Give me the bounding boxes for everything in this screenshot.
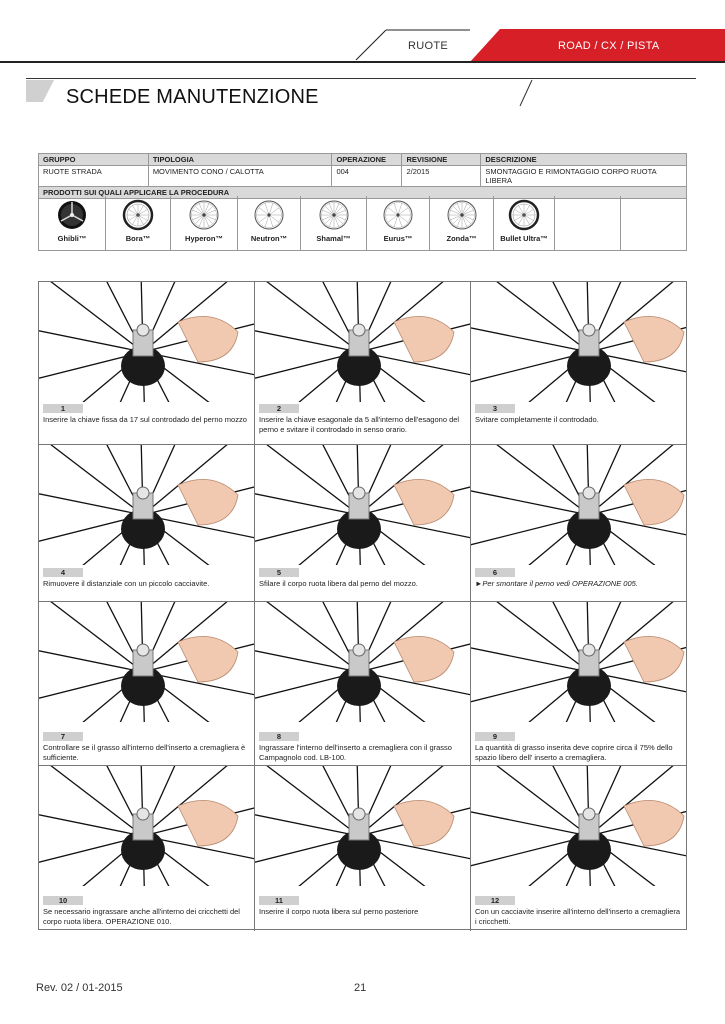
step-card (39, 445, 255, 602)
step-photo (255, 766, 470, 886)
step-photo (471, 282, 686, 402)
hub-illustration-icon (39, 445, 254, 565)
step-photo (39, 766, 254, 886)
value-operazione: 004 (332, 166, 402, 187)
step-card (255, 602, 471, 766)
spoked-wheel-icon (188, 199, 220, 231)
title-rule (26, 78, 696, 79)
step-description: Ingrassare l'interno dell'inserto a cremagliera con il grasso Campagnolo cod. LB-100. (259, 743, 452, 762)
hub-illustration-icon (255, 602, 470, 722)
step-description: Sfilare il corpo ruota libera dal perno del mozzo. (259, 579, 418, 588)
spoked-wheel-icon (382, 199, 414, 231)
hub-illustration-icon (39, 602, 254, 722)
product-name: Bora™ (125, 234, 151, 243)
hub-illustration-icon (471, 445, 686, 565)
section-label: RUOTE (408, 40, 448, 52)
disc-wheel-icon (56, 199, 88, 231)
product-name: Eurus™ (383, 234, 413, 243)
hub-illustration-icon (255, 766, 470, 886)
step-description: Inserire il corpo ruota libera sul perno posteriore (259, 907, 419, 916)
step-description: Inserire la chiave esagonale da 5 all'interno dell'esagono del perno e svitare il controdado in senso orario. (259, 415, 460, 434)
product-cell (621, 196, 686, 251)
product-cell (171, 196, 238, 251)
spoked-wheel-icon (446, 199, 478, 231)
product-name: Shamal™ (316, 234, 351, 243)
step-card (255, 282, 471, 445)
step-description: Se necessario ingrassare anche all'interno dei cricchetti del corpo ruota libera. OPERAZIONE 010. (43, 907, 240, 926)
step-card (39, 766, 255, 931)
hub-illustration-icon (471, 602, 686, 722)
step-description: Con un cacciavite inserire all'interno dell'inserto a cremagliera i cricchetti. (475, 907, 681, 926)
step-card (255, 766, 471, 931)
value-tipologia: MOVIMENTO CONO / CALOTTA (148, 166, 332, 187)
info-table (38, 153, 687, 199)
product-cell (39, 196, 106, 251)
header-revisione: REVISIONE (402, 154, 481, 166)
step-description: La quantità di grasso inserita deve coprire circa il 75% dello spazio libero dell' inserto a cremagliera. (475, 743, 673, 762)
step-number: 7 (43, 732, 83, 741)
step-photo (471, 445, 686, 565)
header-tipologia: TIPOLOGIA (148, 154, 332, 166)
step-card (471, 766, 686, 931)
step-number: 12 (475, 896, 515, 905)
step-number: 9 (475, 732, 515, 741)
step-number: 11 (259, 896, 299, 905)
header-descrizione: DESCRIZIONE (481, 154, 687, 166)
product-cell (301, 196, 367, 251)
step-photo (255, 445, 470, 565)
step-card (471, 602, 686, 766)
page-header (0, 0, 725, 64)
step-number: 8 (259, 732, 299, 741)
value-descrizione: SMONTAGGIO E RIMONTAGGIO CORPO RUOTA LIBERA (481, 166, 687, 187)
header-rule (0, 61, 725, 63)
header-operazione: OPERAZIONE (332, 154, 402, 166)
products-row (38, 196, 687, 251)
spoked-wheel-icon (318, 199, 350, 231)
step-number: 6 (475, 568, 515, 577)
step-number: 5 (259, 568, 299, 577)
product-cell (106, 196, 171, 251)
step-card (471, 282, 686, 445)
step-photo (471, 602, 686, 722)
step-description: Controllare se il grasso all'interno dell'inserto a cremagliera è sufficiente. (43, 743, 246, 762)
step-photo (471, 766, 686, 886)
product-name: Ghibli™ (57, 234, 87, 243)
page-number: 21 (354, 982, 367, 994)
product-name: Zonda™ (446, 234, 477, 243)
step-card (39, 282, 255, 445)
deep-rim-wheel-icon (122, 199, 154, 231)
step-photo (255, 602, 470, 722)
product-cell (367, 196, 430, 251)
steps-grid (38, 281, 687, 930)
product-cell (494, 196, 555, 251)
page-title: SCHEDE MANUTENZIONE (66, 86, 319, 108)
title-accent-block (26, 80, 54, 102)
hub-illustration-icon (39, 766, 254, 886)
step-description: ►Per smontare il perno vedi OPERAZIONE 005. (475, 579, 638, 588)
header-gruppo: GRUPPO (39, 154, 149, 166)
step-number: 10 (43, 896, 83, 905)
category-label: ROAD / CX / PISTA (558, 40, 660, 52)
step-description: Inserire la chiave fissa da 17 sul controdado del perno mozzo (43, 415, 247, 424)
product-cell (238, 196, 301, 251)
step-card (255, 445, 471, 602)
hub-illustration-icon (39, 282, 254, 402)
step-photo (39, 602, 254, 722)
step-description: Rimuovere il distanziale con un piccolo cacciavite. (43, 579, 210, 588)
value-gruppo: RUOTE STRADA (39, 166, 149, 187)
product-cell (555, 196, 621, 251)
step-photo (255, 282, 470, 402)
deep-rim-wheel-icon (508, 199, 540, 231)
hub-illustration-icon (471, 282, 686, 402)
step-number: 4 (43, 568, 83, 577)
step-photo (39, 282, 254, 402)
footer-revision: Rev. 02 / 01-2015 (36, 982, 123, 994)
step-number: 1 (43, 404, 83, 413)
product-cell (430, 196, 494, 251)
title-slash-icon (516, 78, 536, 108)
step-number: 3 (475, 404, 515, 413)
hub-illustration-icon (255, 445, 470, 565)
step-photo (39, 445, 254, 565)
step-number: 2 (259, 404, 299, 413)
step-description: Svitare completamente il controdado. (475, 415, 599, 424)
product-name: Neutron™ (250, 234, 288, 243)
products-header: PRODOTTI SUI QUALI APPLICARE LA PROCEDURA (39, 187, 687, 199)
product-name: Hyperon™ (185, 234, 223, 243)
hub-illustration-icon (255, 282, 470, 402)
spoked-wheel-icon (253, 199, 285, 231)
step-card (39, 602, 255, 766)
hub-illustration-icon (471, 766, 686, 886)
value-revisione: 2/2015 (402, 166, 481, 187)
product-name: Bullet Ultra™ (500, 234, 548, 243)
step-card (471, 445, 686, 602)
